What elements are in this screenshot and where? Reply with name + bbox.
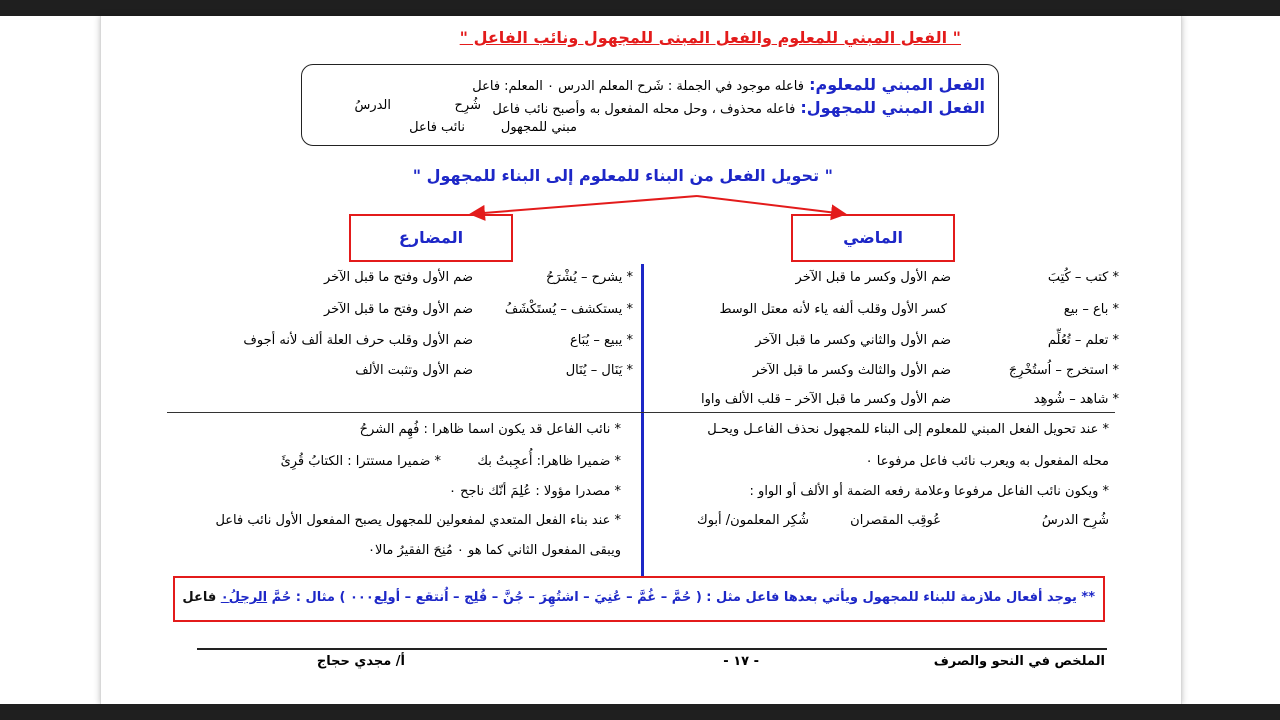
viewer-top-bar <box>0 0 1280 16</box>
unknown-text: فاعله محذوف ، وحل محله المفعول به وأصبح نائب فاعل <box>492 102 796 117</box>
footer-page-number: - ١٧ - <box>723 654 759 669</box>
rule-right-line1: * عند تحويل الفعل المبني للمعلوم إلى البناء للمجهول نحذف الفاعـل ويحـل <box>707 422 1109 437</box>
page-title: " الفعل المبني للمعلوم والفعل المبنى للمجهول ونائب الفاعل " <box>459 28 961 47</box>
footer-author: أ/ مجدي حجاج <box>316 654 405 669</box>
rule-right-line3: * ويكون نائب الفاعل مرفوعا وعلامة رفعه الضمة أو الألف أو الواو : <box>749 484 1109 499</box>
present-heading: المضارع <box>349 214 513 262</box>
rule-right-example: شُكِر المعلمون/ أبوك <box>697 513 809 528</box>
rule-right-line2: محله المفعول به ويعرب نائب فاعل مرفوعا ٠ <box>865 454 1109 469</box>
present-row-rule: ضم الأول وفتح ما قبل الآخر <box>323 270 473 285</box>
footer-book-title: الملخص في النحو والصرف <box>933 654 1105 669</box>
rule-right-example: عُوقِب المقصران <box>850 513 941 528</box>
past-row-rule: كسر الأول وقلب ألفه ياء لأنه معتل الوسط <box>719 302 947 317</box>
unknown-label: الفعل المبني للمجهول: <box>800 98 985 117</box>
present-row-verb: * يستكشف – يُستَكْشَفُ <box>504 302 633 317</box>
rule-left-line3: * مصدرا مؤولا : عُلِمَ أنّك ناجح ٠ <box>448 484 621 499</box>
past-row-verb: * شاهد – شُوهِد <box>1033 392 1119 407</box>
note-text <box>182 590 1095 605</box>
section-subtitle: " تحويل الفعل من البناء للمعلوم إلى البناء للمجهول " <box>412 166 833 185</box>
arrow-to-past <box>697 196 845 214</box>
note-tail: فاعل <box>182 590 221 605</box>
past-row-verb: * تعلم – تُعُلِّم <box>1047 333 1119 348</box>
present-row-rule: ضم الأول وقلب حرف العلة ألف لأنه أجوف <box>243 333 473 348</box>
rule-left-line2b: * ضميرا مستترا : الكتابُ قُرِئَ <box>280 454 441 469</box>
past-row-rule: ضم الأول والثالث وكسر ما قبل الآخر <box>752 363 951 378</box>
column-divider <box>641 264 644 576</box>
rule-left-line2a: * ضميرا ظاهرا: أُعجِبتُ بك <box>477 454 621 469</box>
past-heading: الماضي <box>791 214 955 262</box>
arrow-to-present <box>471 196 697 214</box>
viewer-bottom-bar <box>0 704 1280 720</box>
example-verb: شُرِح <box>454 98 481 113</box>
example-noun: الدرسُ <box>354 98 391 113</box>
known-text: فاعله موجود في الجملة : شَرح المعلم الدرس ٠ المعلم: فاعل <box>472 79 804 94</box>
note-main: ** يوجد أفعال ملازمة للبناء للمجهول ويأتي بعدها فاعل مثل : ( حُمَّ – غُمَّ – عُنِيَ – اشتُهِرَ – جُنَّ – فُلِج – اُنتقع – أولِع٠٠٠ ) مثال : حُمَّ <box>267 590 1095 605</box>
past-row-rule: ضم الأول والثاني وكسر ما قبل الآخر <box>755 333 951 348</box>
document-page <box>100 16 1182 704</box>
present-row-verb: * يبيع – يُبَاع <box>569 333 633 348</box>
past-row-rule: ضم الأول وكسر ما قبل الآخر – قلب الألف واوا <box>700 392 951 407</box>
example-noun-note: نائب فاعل <box>409 120 465 135</box>
known-label: الفعل المبني للمعلوم: <box>809 75 985 94</box>
past-row-verb: * باع – بيع <box>1063 302 1119 317</box>
rule-left-line5: ويبقى المفعول الثاني كما هو ٠ مُنِحَ الفقيرُ مالا٠ <box>368 543 621 558</box>
section-separator <box>167 412 1115 413</box>
rule-right-example: شُرِح الدرسُ <box>1041 513 1109 528</box>
past-row-verb: * استخرج – اُستُخْرِجَ <box>1008 363 1119 378</box>
present-row-rule: ضم الأول وفتح ما قبل الآخر <box>323 302 473 317</box>
past-row-verb: * كتب – كُتِبَ <box>1047 270 1119 285</box>
footer-line <box>197 648 1107 650</box>
present-row-rule: ضم الأول وتثبت الألف <box>355 363 473 378</box>
note-example-subject: الرجلُ٠ <box>220 590 268 605</box>
present-row-verb: * يشرح – يُشْرَحُ <box>546 270 633 285</box>
past-row-rule: ضم الأول وكسر ما قبل الآخر <box>795 270 951 285</box>
present-row-verb: * يَنَال – يُنَال <box>565 363 633 378</box>
rule-left-line4: * عند بناء الفعل المتعدي لمفعولين للمجهول يصبح المفعول الأول نائب فاعل <box>215 513 621 528</box>
example-verb-note: مبني للمجهول <box>500 120 577 135</box>
rule-left-line1: * نائب الفاعل قد يكون اسما ظاهرا : فُهِم الشرحُ <box>359 422 621 437</box>
